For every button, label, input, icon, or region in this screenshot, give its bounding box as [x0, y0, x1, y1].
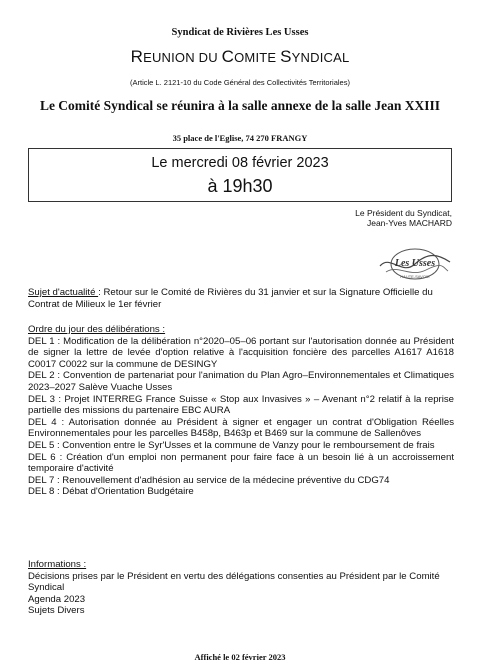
- information-item: Décisions prises par le Président en vertu des délégations consenties au Président par le Comité Syndical: [28, 570, 440, 594]
- title-initial: R: [130, 47, 144, 66]
- news-section: [28, 287, 454, 310]
- news-label: Sujet d'actualité: [28, 287, 99, 298]
- news-text: : Retour sur le Comité de Rivières du 31 janvier et sur la Signature Officielle du Contrat de Milieux le 1er février: [28, 287, 433, 310]
- agenda-item: DEL 7 : Renouvellement d'adhésion au service de la médecine préventive du CDG74: [28, 474, 390, 486]
- date-box: [28, 148, 452, 202]
- agenda-item: DEL 1 : Modification de la délibération n°2020–05–06 portant sur l'autorisation donnée au Président de signer la lettre de levée d'option relative à l'acquisition foncière des parcelles A1617 A1618 C0017 C0022 sur la commune de DESINGY: [28, 335, 454, 370]
- organization-name: Syndicat de Rivières Les Usses: [171, 27, 309, 38]
- agenda-item: DEL 2 : Convention de partenariat pour l'animation du Plan Agro–Environnementales et Climatiques 2023–2027 Salève Vuache Usses: [28, 370, 454, 393]
- title-part: EUNION DU: [143, 50, 222, 65]
- time-value: 19h30: [222, 176, 273, 196]
- title-part: YNDICAL: [291, 50, 350, 65]
- meeting-location: Le Comité Syndical se réunira à la salle annexe de la salle Jean XXIII: [39, 98, 441, 113]
- posted-date: Affiché le 02 février 2023: [194, 652, 286, 662]
- signatory-name: Jean-Yves MACHARD: [366, 218, 452, 228]
- title-initial: C: [221, 47, 235, 66]
- time-prefix: à: [207, 176, 223, 196]
- signatory: [355, 208, 452, 228]
- agenda-item: DEL 8 : Débat d'Orientation Budgétaire: [28, 486, 194, 498]
- stamp-subtext: HAUTE-SAVOIE: [400, 274, 430, 279]
- title-part: OMITE: [234, 50, 281, 65]
- agenda-heading: Ordre du jour des délibérations :: [28, 324, 166, 335]
- informations-section: [28, 559, 454, 617]
- stamp-seal-icon: [376, 244, 454, 284]
- meeting-date: Le mercredi 08 février 2023: [151, 155, 329, 171]
- meeting-time: [29, 176, 451, 197]
- article-reference: (Article L. 2121-10 du Code Général des Collectivités Territoriales): [130, 78, 350, 87]
- stamp-text: Les Usses: [394, 258, 436, 269]
- agenda-item: DEL 3 : Projet INTERREG France Suisse « Stop aux Invasives » – Avenant n°2 relatif à la reprise partielle des missions du partenaire EBC AURA: [28, 393, 454, 417]
- signatory-title: Le Président du Syndicat,: [355, 208, 452, 218]
- agenda-item: DEL 4 : Autorisation donnée au Président à signer et engager un contrat d'Obligation Réelles Environnementales pour les parcelles B458p, B463p et B469 sur la commune de Sallenôves: [28, 416, 454, 440]
- agenda-section: [28, 324, 454, 498]
- meeting-address: 35 place de l'Eglise, 74 270 FRANGY: [172, 133, 308, 143]
- information-item: Agenda 2023: [28, 593, 86, 605]
- agenda-item: DEL 6 : Création d'un emploi non permanent pour faire face à un besoin lié à un accroissement temporaire d'activité: [28, 451, 454, 475]
- information-item: Sujets Divers: [28, 605, 85, 617]
- agenda-item: DEL 5 : Convention entre le Syr'Usses et la commune de Vanzy pour le remboursement de frais: [28, 439, 435, 451]
- title-initial: S: [280, 47, 292, 66]
- informations-heading: Informations :: [28, 559, 87, 570]
- page-title: [0, 47, 480, 67]
